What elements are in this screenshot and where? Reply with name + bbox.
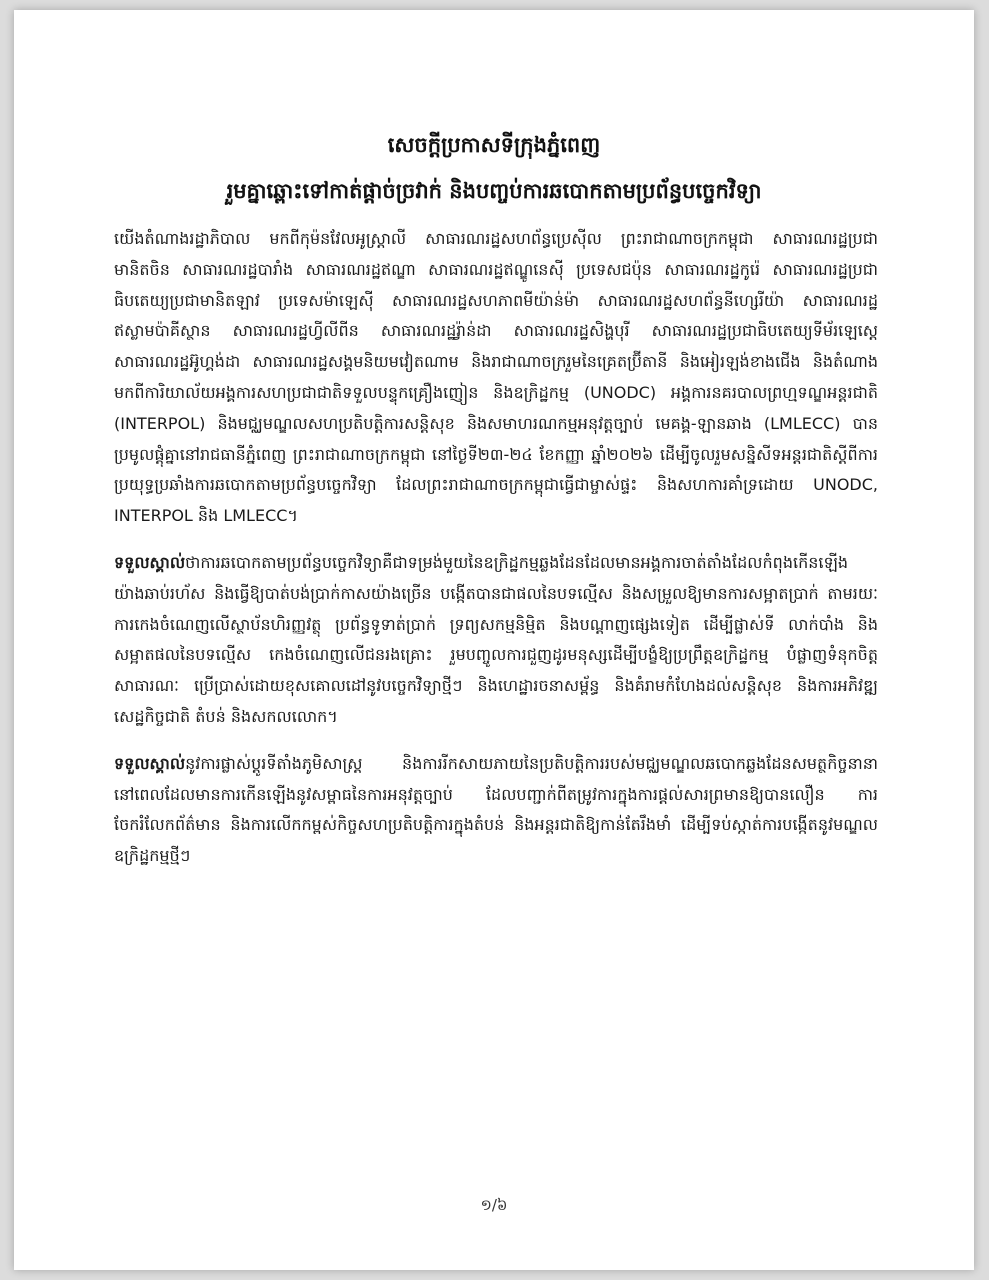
paragraph-3-text: នូវការផ្លាស់ប្ដូរទីតាំងភូមិសាស្ត្រ និងការរីកសាយភាយនៃប្រតិបត្តិការរបស់មជ្ឈមណ្ឌលឆបោកឆ្លងដែនសមត្ថកិច្ចនានា នៅពេលដែលមានការកើនឡើងនូវសម្ពាធនៃការអនុវត្តច្បាប់ ដែលបញ្ជាក់ពីតម្រូវការក្នុងការផ្ដល់សារព្រមានឱ្យបានលឿន ការចែករំលែកព័ត៌មាន និងការលើកកម្ពស់កិច្ចសហប្រតិបត្តិការក្នុងតំបន់ និងអន្តរជាតិឱ្យកាន់តែរឹងមាំ ដើម្បីទប់ស្កាត់ការបង្កើតនូវមណ្ឌលឧក្រិដ្ឋកម្មថ្មីៗ bbox=[114, 753, 878, 866]
paragraph-2-lead: ទទួលស្គាល់ bbox=[114, 552, 186, 572]
paragraph-1: យើងតំណាងរដ្ឋាភិបាល មកពីកុម៉នវែលអូស្ត្រាលី សាធារណរដ្ឋសហព័ន្ធប្រេស៊ីល ព្រះរាជាណាចក្រកម្ពុជា សាធារណរដ្ឋប្រជាមានិតចិន សាធារណរដ្ឋបារាំង សាធារណរដ្ឋឥណ្ឌា សាធារណរដ្ឋឥណ្ឌូនេស៊ី ប្រទេសជប៉ុន សាធារណរដ្ឋកូរ៉េ សាធារណរដ្ឋប្រជាធិបតេយ្យប្រជាមានិតឡាវ ប្រទេសម៉ាឡេស៊ី សាធារណរដ្ឋសហភាពមីយ៉ាន់ម៉ា សាធារណរដ្ឋសហព័ន្ធនីហ្សេរីយ៉ា សាធារណរដ្ឋឥស្លាមប៉ាគីស្ថាន សាធារណរដ្ឋហ្វីលីពីន សាធារណរដ្ឋរ៉្វាន់ដា សាធារណរដ្ឋសិង្ហបុរី សាធារណរដ្ឋប្រជាធិបតេយ្យទីម័រឡេស្តេ សាធារណរដ្ឋអ៊ូហ្គង់ដា សាធារណរដ្ឋសង្គមនិយមវៀតណាម និងរាជាណាចក្ររួមនៃគ្រេតប៊្រីតានី និងអៀរឡង់ខាងជើង និងតំណាងមកពីការិយាល័យអង្គការសហប្រជាជាតិទទួលបន្ទុកគ្រឿងញៀន និងឧក្រិដ្ឋកម្ម (UNODC) អង្គការនគរបាលព្រហ្មទណ្ឌអន្តរជាតិ (INTERPOL) និងមជ្ឈមណ្ឌលសហប្រតិបត្តិការសន្តិសុខ និងសមាហរណកម្មអនុវត្តច្បាប់ មេគង្គ-ឡានឆាង (LMLECC) បានប្រមូលផ្ដុំគ្នានៅរាជធានីភ្នំពេញ ព្រះរាជាណាចក្រកម្ពុជា នៅថ្ងៃទី២៣-២៤ ខែកញ្ញា ឆ្នាំ២០២៦ ដើម្បីចូលរួមសន្និសីទអន្តរជាតិស្ដីពីការប្រយុទ្ធប្រឆាំងការឆបោកតាមប្រព័ន្ធបច្ចេកវិទ្យា ដែលព្រះរាជាណាចក្រកម្ពុជាធ្វើជាម្ចាស់ផ្ទះ និងសហការគាំទ្រដោយ UNODC, INTERPOL និង LMLECC។ bbox=[114, 229, 879, 526]
document-page bbox=[14, 10, 974, 1270]
paragraph-2-text: ថាការឆបោកតាមប្រព័ន្ធបច្ចេកវិទ្យាគឺជាទម្រង់មួយនៃឧក្រិដ្ឋកម្មឆ្លងដែនដែលមានអង្គការចាត់តាំងដែលកំពុងកើនឡើងយ៉ាងឆាប់រហ័ស និងធ្វើឱ្យបាត់បង់ប្រាក់កាសយ៉ាងច្រើន បង្កើតបានជាផលនៃបទល្មើស និងសម្រួលឱ្យមានការសម្អាតប្រាក់ តាមរយៈការកេងចំណេញលើស្ថាប័នហិរញ្ញវត្ថុ ប្រព័ន្ធទូទាត់ប្រាក់ ទ្រព្យសកម្មនិម្មិត និងបណ្ដាញផ្សេងទៀត ដើម្បីផ្លាស់ទី លាក់បាំង និងសម្អាតផលនៃបទល្មើស កេងចំណេញលើជនរងគ្រោះ រួមបញ្ចូលការជួញដូរមនុស្សដើម្បីបង្ខំឱ្យប្រព្រឹត្តឧក្រិដ្ឋកម្ម បំផ្លាញទំនុកចិត្តសាធារណៈ ប្រើប្រាស់ដោយខុសគោលដៅនូវបច្ចេកវិទ្យាថ្មីៗ និងហេដ្ឋារចនាសម្ព័ន្ធ និងគំរាមកំហែងដល់សន្តិសុខ និងការអភិវឌ្ឍសេដ្ឋកិច្ចជាតិ តំបន់ និងសកលលោក។ bbox=[114, 552, 878, 726]
document-body bbox=[114, 224, 878, 888]
title-block bbox=[74, 122, 914, 214]
page-number: ១/៦ bbox=[480, 1196, 508, 1214]
paragraph-2 bbox=[114, 548, 878, 733]
paragraph-3 bbox=[114, 749, 878, 872]
document-title: សេចក្ដីប្រកាសទីក្រុងភ្នំពេញ bbox=[387, 133, 601, 157]
document-subtitle: រួមគ្នាឆ្ពោះទៅកាត់ផ្ដាច់ច្រវាក់ និងបញ្ចប់ការឆបោកតាមប្រព័ន្ធបច្ចេកវិទ្យា bbox=[226, 179, 762, 203]
paragraph-3-lead: ទទួលស្គាល់ bbox=[114, 753, 186, 773]
